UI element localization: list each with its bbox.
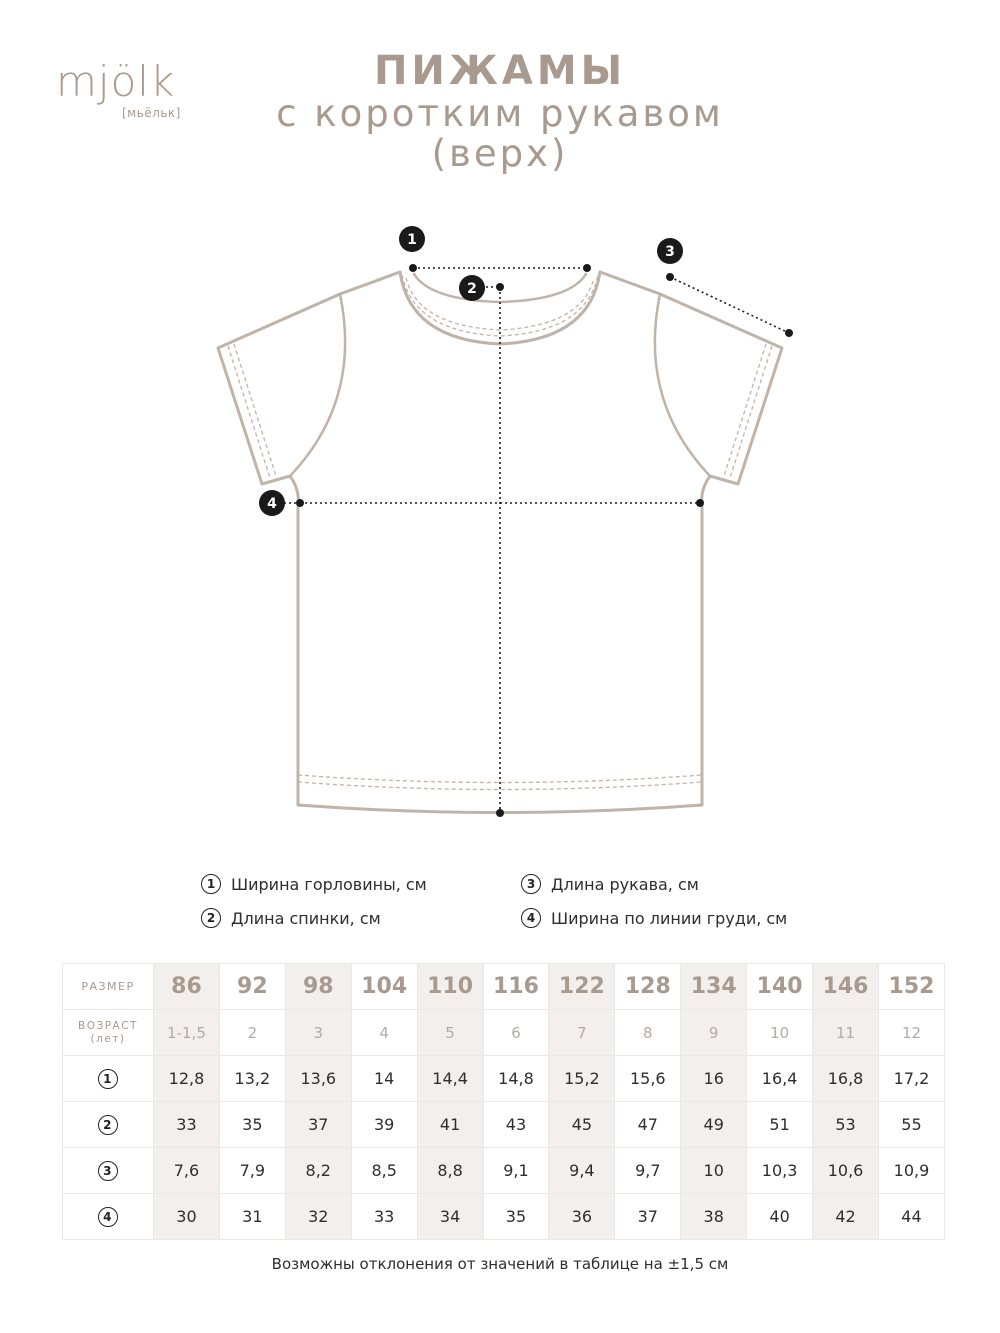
- svg-text:4: 4: [267, 496, 277, 512]
- age-cell: 6: [483, 1010, 549, 1056]
- legend-item-2: [201, 908, 381, 928]
- age-cell: 11: [813, 1010, 879, 1056]
- svg-text:2: 2: [467, 281, 477, 297]
- measurement-row: [63, 1148, 945, 1194]
- measurement-cell: 8,2: [285, 1148, 351, 1194]
- measurement-cell: 8,8: [417, 1148, 483, 1194]
- legend-item-4: [521, 908, 787, 928]
- measurement-cell: 32: [285, 1194, 351, 1240]
- measurement-cell: 47: [615, 1102, 681, 1148]
- size-cell: 134: [681, 964, 747, 1010]
- legend-text: Ширина горловины, см: [231, 874, 427, 894]
- marker-4: [259, 490, 285, 516]
- measurement-label: [63, 1056, 154, 1102]
- size-cell: 104: [351, 964, 417, 1010]
- measurement-cell: 41: [417, 1102, 483, 1148]
- measurement-cell: 30: [154, 1194, 220, 1240]
- size-cell: 146: [813, 964, 879, 1010]
- measurement-cell: 40: [747, 1194, 813, 1240]
- size-cell: 86: [154, 964, 220, 1010]
- measurement-cell: 7,6: [154, 1148, 220, 1194]
- measurement-cell: 16,4: [747, 1056, 813, 1102]
- right-armhole: [655, 294, 710, 476]
- measurement-cell: 37: [285, 1102, 351, 1148]
- age-row: [63, 1010, 945, 1056]
- logo-name: mjölk: [56, 57, 176, 106]
- measurement-cell: 36: [549, 1194, 615, 1240]
- age-cell: 1-1,5: [154, 1010, 220, 1056]
- size-cell: 122: [549, 964, 615, 1010]
- tolerance-note: Возможны отклонения от значений в таблице на ±1,5 см: [271, 1255, 729, 1273]
- size-cell: 110: [417, 964, 483, 1010]
- measurement-cell: 31: [219, 1194, 285, 1240]
- measurement-cell: 10,9: [878, 1148, 944, 1194]
- age-cell: 7: [549, 1010, 615, 1056]
- age-label-text: ВОЗРАСТ: [78, 1019, 138, 1032]
- age-cell: 8: [615, 1010, 681, 1056]
- measurement-label: [63, 1102, 154, 1148]
- measurement-cell: 43: [483, 1102, 549, 1148]
- measurement-cell: 10,6: [813, 1148, 879, 1194]
- measurement-cell: 15,2: [549, 1056, 615, 1102]
- size-cell: 116: [483, 964, 549, 1010]
- measurement-number: 4: [98, 1207, 118, 1227]
- size-cell: 140: [747, 964, 813, 1010]
- age-cell: 4: [351, 1010, 417, 1056]
- measurement-cell: 10,3: [747, 1148, 813, 1194]
- measurement-cell: 13,6: [285, 1056, 351, 1102]
- measurement-cell: 9,4: [549, 1148, 615, 1194]
- measurement-cell: 16,8: [813, 1056, 879, 1102]
- measurement-row: [63, 1056, 945, 1102]
- logo-subtitle: [мьёльк]: [122, 106, 181, 120]
- measurement-number: 3: [98, 1161, 118, 1181]
- measurement-cell: 42: [813, 1194, 879, 1240]
- measurement-number: 1: [98, 1069, 118, 1089]
- measurement-label: [63, 1194, 154, 1240]
- legend-text: Длина рукава, см: [551, 874, 699, 894]
- size-cell: 98: [285, 964, 351, 1010]
- measurement-cell: 17,2: [878, 1056, 944, 1102]
- age-cell: 5: [417, 1010, 483, 1056]
- measurement-cell: 35: [219, 1102, 285, 1148]
- measurement-row: [63, 1102, 945, 1148]
- legend-number: 2: [201, 908, 221, 928]
- size-row: [63, 964, 945, 1010]
- size-cell: 92: [219, 964, 285, 1010]
- age-cell: 10: [747, 1010, 813, 1056]
- measurement-cell: 14,4: [417, 1056, 483, 1102]
- legend-item-1: [201, 874, 427, 894]
- measurement-cell: 55: [878, 1102, 944, 1148]
- marker-2: [459, 275, 485, 301]
- measurement-cell: 45: [549, 1102, 615, 1148]
- measurement-cell: 8,5: [351, 1148, 417, 1194]
- age-cell: 3: [285, 1010, 351, 1056]
- age-cell: 12: [878, 1010, 944, 1056]
- legend-item-3: [521, 874, 699, 894]
- svg-text:1: 1: [407, 232, 417, 248]
- measurement-row: [63, 1194, 945, 1240]
- age-label: [63, 1010, 154, 1056]
- legend-number: 3: [521, 874, 541, 894]
- measurement-cell: 38: [681, 1194, 747, 1240]
- measurement-cell: 14: [351, 1056, 417, 1102]
- measurement-cell: 7,9: [219, 1148, 285, 1194]
- measurement-cell: 53: [813, 1102, 879, 1148]
- marker-3: [657, 238, 683, 264]
- measurement-cell: 34: [417, 1194, 483, 1240]
- measurement-cell: 13,2: [219, 1056, 285, 1102]
- measurement-cell: 49: [681, 1102, 747, 1148]
- measurement-number: 2: [98, 1115, 118, 1135]
- left-armhole: [290, 294, 345, 476]
- measurement-cell: 10: [681, 1148, 747, 1194]
- measurement-cell: 39: [351, 1102, 417, 1148]
- size-table: [62, 963, 945, 1240]
- legend-text: Ширина по линии груди, см: [551, 908, 788, 928]
- measurement-cell: 37: [615, 1194, 681, 1240]
- title-line-3: (верх): [431, 132, 569, 175]
- measurement-label: [63, 1148, 154, 1194]
- measurement-cell: 9,7: [615, 1148, 681, 1194]
- age-label-unit: (лет): [90, 1032, 126, 1045]
- marker-1: [399, 226, 425, 252]
- size-cell: 128: [615, 964, 681, 1010]
- size-cell: 152: [878, 964, 944, 1010]
- measurement-cell: 16: [681, 1056, 747, 1102]
- measurement-cell: 35: [483, 1194, 549, 1240]
- title-line-2: с коротким рукавом: [276, 92, 724, 135]
- size-label: РАЗМЕР: [63, 964, 154, 1010]
- svg-text:3: 3: [665, 244, 675, 260]
- age-cell: 2: [219, 1010, 285, 1056]
- measurement-cell: 15,6: [615, 1056, 681, 1102]
- measurement-cell: 44: [878, 1194, 944, 1240]
- title-line-1: ПИЖАМЫ: [373, 48, 627, 94]
- age-cell: 9: [681, 1010, 747, 1056]
- measurement-cell: 14,8: [483, 1056, 549, 1102]
- measurement-cell: 33: [154, 1102, 220, 1148]
- measurement-cell: 51: [747, 1102, 813, 1148]
- measurement-cell: 33: [351, 1194, 417, 1240]
- measurement-cell: 12,8: [154, 1056, 220, 1102]
- measurement-cell: 9,1: [483, 1148, 549, 1194]
- legend-text: Длина спинки, см: [231, 908, 381, 928]
- legend-number: 4: [521, 908, 541, 928]
- legend-number: 1: [201, 874, 221, 894]
